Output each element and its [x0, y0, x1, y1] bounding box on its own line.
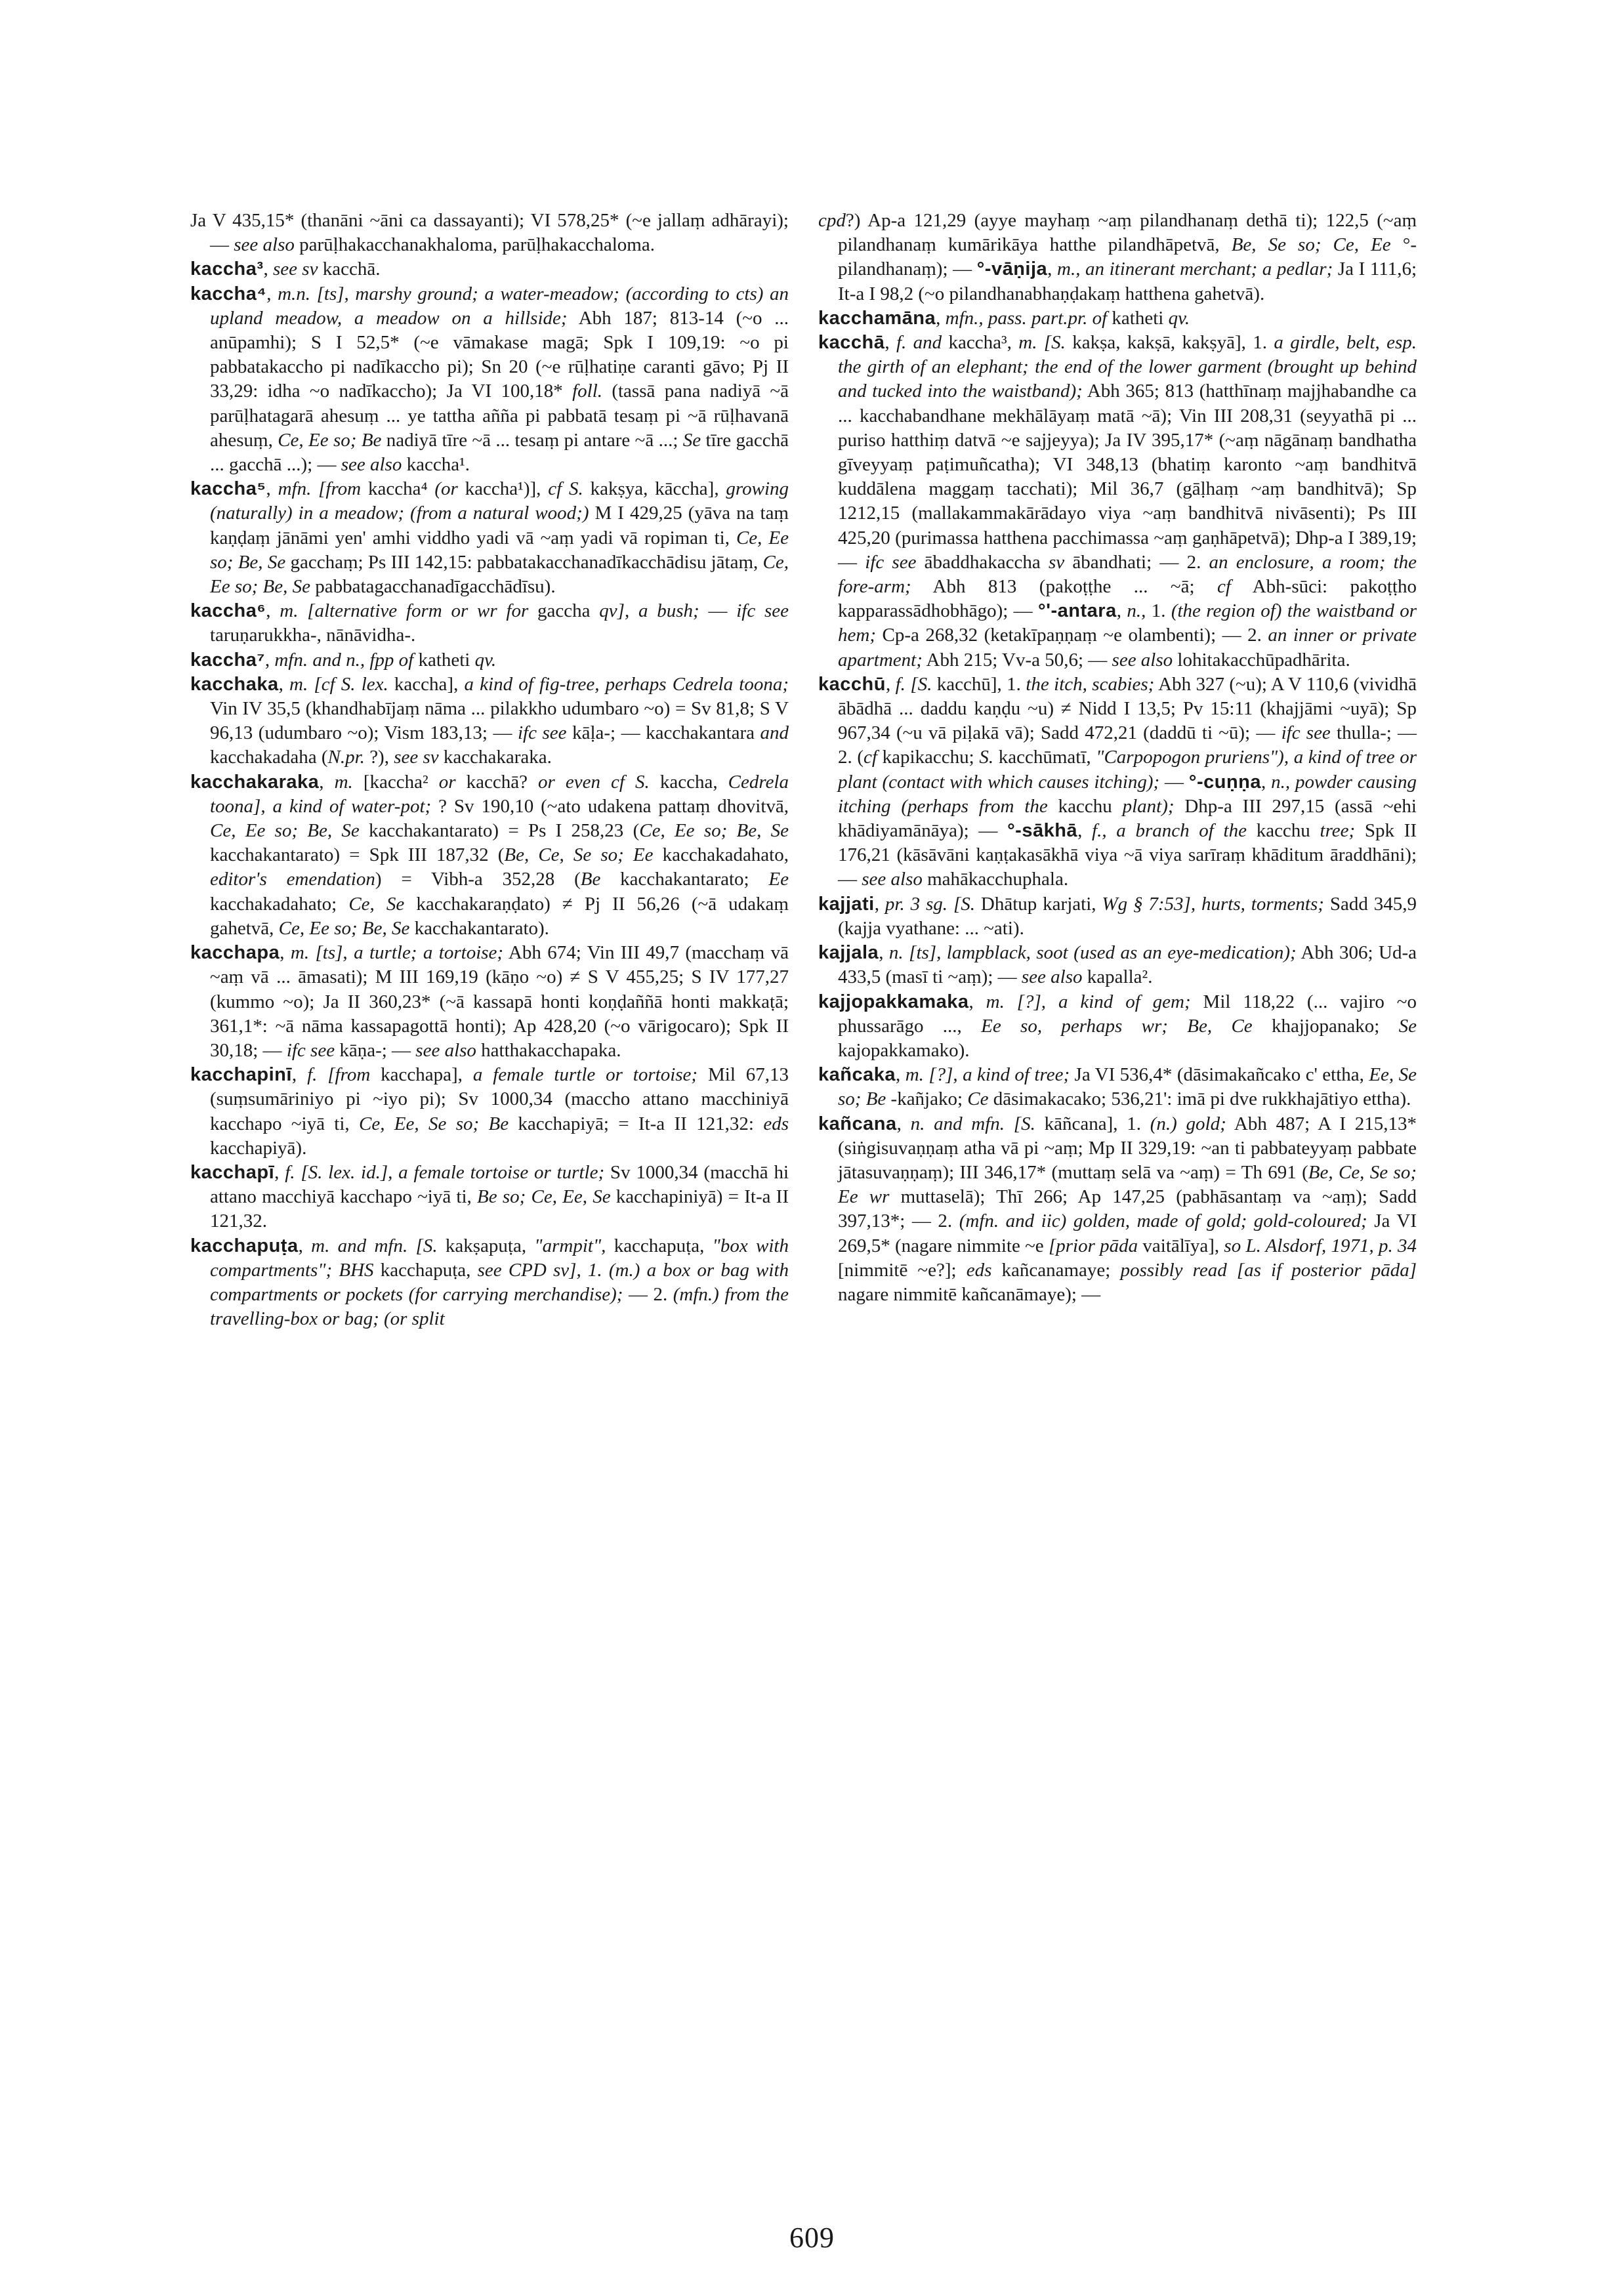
dictionary-entry — [190, 770, 789, 941]
entry-text: Abh 306; Ud-a 433,5 (masī ti ~aṃ); — — [838, 942, 1417, 988]
entry-text: kacchapiyā). — [210, 1137, 307, 1159]
entry-text: Ja VI 536,4* (dāsimakañcako c' ettha, — [1070, 1064, 1369, 1086]
entry-text: Cp-a 268,32 (ketakīpaṇṇaṃ ~e olambenti); — 2. — [875, 625, 1268, 646]
entry-text: tīre gacchā ... gacchā ...); — — [210, 429, 789, 476]
dictionary-entry — [190, 1234, 789, 1332]
entry-italic-text: the itch, scabies; — [1026, 673, 1155, 695]
entry-text: kakṣa, kakṣā, kakṣyā], 1. — [1065, 332, 1274, 354]
entry-text: , — [885, 673, 896, 695]
dictionary-entry — [818, 306, 1417, 331]
entry-text: kapalla². — [1082, 966, 1153, 988]
entry-text: kañcanamaye; — [991, 1259, 1121, 1281]
entry-italic-text: cf — [1217, 576, 1231, 598]
entry-text: nagare nimmitē kañcanāmaye); — — [838, 1283, 1101, 1305]
entry-italic-text: (or — [434, 478, 458, 500]
entry-text: , — [1047, 258, 1057, 280]
entry-text: — 2. — [623, 1283, 673, 1305]
entry-italic-text: f. [from — [307, 1064, 371, 1086]
entry-headword: °-cuṇṇa — [1188, 771, 1262, 793]
entry-italic-text: n. [ts], lampblack, soot (used as an eye-medication); — [888, 942, 1297, 964]
entry-text: kakṣya, kāccha], — [583, 478, 726, 500]
entry-text: kacchakadahato, — [653, 844, 789, 866]
entry-headword: kaccha⁶ — [190, 600, 266, 622]
dictionary-entry — [818, 331, 1417, 672]
entry-text: kacchapuṭa, — [373, 1259, 478, 1281]
entry-italic-text: a female turtle or tortoise; — [472, 1064, 698, 1086]
entry-text: , — [874, 893, 885, 915]
entry-italic-text: Be, Ce, Se so; Ee wr — [838, 1161, 1417, 1208]
entry-italic-text: Ce, Ee so; Be, Se — [278, 917, 410, 939]
entry-text: , — [879, 942, 889, 964]
entry-italic-text: (mfn.) from the travelling-box or bag; (or split — [210, 1283, 789, 1330]
entry-text: -kañjako; — [886, 1088, 968, 1110]
entry-headword: kajjala — [818, 942, 879, 964]
entry-italic-text: n. and mfn. [S. — [910, 1113, 1035, 1134]
entry-text: taruṇarukkha-, nānāvidha-. — [210, 625, 416, 646]
entry-italic-text: m. [cf S. lex. — [289, 673, 388, 695]
entry-italic-text: cf S. — [548, 478, 583, 500]
entry-text: muttaselā); Thī 266; Ap 147,25 (pabhāsantaṃ va ~aṃ); Sadd 397,13*; — 2. — [838, 1186, 1417, 1232]
entry-italic-text: cf — [864, 747, 877, 768]
entry-text: , — [896, 1113, 911, 1134]
entry-text: , — [968, 991, 986, 1012]
entry-italic-text: m. — [334, 771, 353, 793]
entry-text: Sv 1000,34 (macchā hi attano macchiyā kacchapo ~iyā ti, — [210, 1161, 789, 1208]
dictionary-entry — [818, 1063, 1417, 1111]
entry-text: , — [264, 649, 275, 671]
entry-headword: kacchamāna — [818, 307, 936, 329]
entry-italic-text: (n.) gold; — [1150, 1113, 1226, 1134]
entry-italic-text: Ce, Ee so; Be, Se — [210, 820, 360, 842]
entry-text: kāṇa-; — — [335, 1039, 416, 1061]
entry-italic-text: Ee — [768, 869, 789, 890]
entry-italic-text: see also — [1112, 649, 1173, 671]
entry-text: dāsimakacako; 536,21': imā pi dve rukkhajātiyo ettha). — [988, 1088, 1411, 1110]
entry-text: , — [266, 283, 278, 304]
entry-text: Ja V 435,15* (thanāni ~āni ca dassayanti); VI 578,25* (~e jallaṃ adhārayi); — — [190, 210, 789, 256]
entry-italic-text: n., — [1127, 600, 1146, 622]
entry-italic-text: Be — [580, 869, 601, 890]
entry-italic-text: Ce, Ee so; Be, Se — [210, 551, 789, 598]
entry-text: parūḷhakacchanakhaloma, parūḷhakacchaloma. — [294, 234, 655, 256]
entry-text: thulla-; — 2. ( — [838, 722, 1417, 768]
entry-text: Dhp-a III 297,15 (assā ~ehi khādiyamānāya); — — [838, 795, 1417, 842]
entry-text: kacchakaraka. — [438, 747, 552, 768]
entry-text: khajjopanako; — [1252, 1015, 1399, 1037]
entry-text: mahākacchuphala. — [922, 869, 1069, 890]
entry-italic-text: mfn. and n., fpp of — [274, 649, 414, 671]
entry-italic-text: see also — [1021, 966, 1083, 988]
entry-italic-text: ifc see — [286, 1039, 335, 1061]
entry-headword: kacchapa — [190, 942, 280, 964]
entry-headword: kaccha³ — [190, 258, 264, 280]
entry-text: kaccha¹)], — [457, 478, 549, 500]
entry-headword: kajjati — [818, 893, 875, 915]
dictionary-entry — [190, 672, 789, 770]
entry-headword: kañcana — [818, 1113, 897, 1134]
entry-italic-text: a girdle, belt, esp. the girth of an elephant; the end of the lower garment (brought up behind and tucked into the waistband); — [838, 332, 1417, 402]
entry-text: kacchūmatī, — [993, 747, 1096, 768]
entry-text: Ja I 111,6; It-a I 98,2 (~o pilandhanabhaṇḍakaṃ hatthena gahetvā). — [838, 258, 1417, 304]
entry-italic-text: ifc see — [865, 551, 917, 573]
entry-italic-text: m. and mfn. [S. — [311, 1235, 438, 1256]
entry-text: gacchaṃ; Ps III 142,15: pabbatakacchanadīkacchādisu jātaṃ, — [285, 551, 763, 573]
entry-text: kacchu — [1047, 795, 1123, 817]
entry-italic-text: foll. — [572, 381, 602, 402]
entry-text: kapikacchu; — [877, 747, 980, 768]
entry-italic-text: see also — [862, 869, 923, 890]
entry-italic-text: a kind of fig-tree, perhaps Cedrela toona; — [464, 673, 789, 695]
entry-text: °-pilandhanaṃ); — — [838, 234, 1417, 280]
entry-headword: kaccha⁵ — [190, 478, 266, 500]
entry-text: , — [885, 332, 896, 354]
entry-text: kacchakaraṇḍato) ≠ Pj II 56,26 (~ā udakaṃ gahetvā, — [210, 893, 789, 939]
entry-italic-text: (the region of) the waistband or hem; — [838, 600, 1417, 646]
entry-text: kacchakantarato) = Ps I 258,23 ( — [359, 820, 640, 842]
entry-italic-text: tree; — [1320, 820, 1356, 842]
entry-italic-text: m. [ts], a turtle; a tortoise; — [290, 942, 504, 964]
entry-headword: kacchapinī — [190, 1064, 292, 1086]
entry-text: ?) Ap-a 121,29 (ayye mayhaṃ ~aṃ pilandhanaṃ dethā ti); 122,5 (~aṃ pilandhanaṃ kumārikāya hatthe pilandhāpetvā, — [838, 210, 1417, 256]
entry-text: Abh 215; Vv-a 50,6; — — [922, 649, 1112, 671]
entry-text: Vin IV 35,5 (khandhabījaṃ nāma ... pilakkho udumbaro ~o) = Sv 81,8; S V 96,13 (udumbaro ~o); Vism 183,13; — — [210, 698, 789, 744]
entry-text: kacchā? — [455, 771, 539, 793]
entry-text: Mil 118,22 (... vajiro ~o phussarāgo ..., — [838, 991, 1417, 1037]
entry-text: , — [263, 258, 274, 280]
entry-italic-text: editor's emendation — [210, 869, 375, 890]
entry-headword: °-sākhā — [1007, 820, 1078, 842]
entry-italic-text: m. [alternative form or wr for — [280, 600, 529, 622]
entry-italic-text: cpd — [818, 210, 846, 231]
entry-italic-text: an enclosure, a room; the fore-arm; — [838, 551, 1417, 598]
entry-headword: °'-antara — [1038, 600, 1117, 622]
entry-italic-text: Ce, Ee so; Be, Se — [639, 820, 789, 842]
entry-text: , — [274, 1161, 285, 1183]
entry-text: kaccha⁴ — [361, 478, 435, 500]
entry-italic-text: Ee so, perhaps wr; Be, Ce — [981, 1015, 1253, 1037]
entry-italic-text: ifc see — [1281, 722, 1331, 744]
entry-text: ) = Vibh-a 352,28 ( — [375, 869, 581, 890]
entry-italic-text: see also — [341, 454, 402, 476]
entry-text: , — [291, 1064, 308, 1086]
entry-text: — — [1159, 771, 1189, 793]
entry-text: kāñcana], 1. — [1035, 1113, 1150, 1134]
entry-headword: kaccha⁴ — [190, 283, 267, 304]
entry-text: kacchapiyā; = It-a II 121,32: — [509, 1113, 764, 1134]
entry-text: kacchapiniyā) = It-a II 121,32. — [210, 1186, 789, 1232]
entry-text: Abh 327 (~u); A V 110,6 (vividhā ābādhā ... daddu kaṇḍu ~u) ≠ Nidd I 13,5; Pv 15:11 (khajjāmi ~uyā); Sp 967,34 (~u vā piḷakā vā); Sadd 472,21 (daddū ti ~ū); — — [838, 673, 1417, 744]
entry-text: kaccha], — [388, 673, 465, 695]
entry-text: kacchu — [1247, 820, 1320, 842]
entry-italic-text: Wg § 7:53], hurts, torments; — [1102, 893, 1324, 915]
entry-text: Abh 187; 813-14 (~o ... anūpamhi); S I 52,5* (~e vāmakase magā; Spk I 109,19: ~o pi pabbatakaccho pi nadīkaccho pi); Sn 20 (~e rūḷhatiṇe caranti gāvo; Pj II 33,29: idha ~o nadīkaccho); Ja VI 100,18* — [210, 307, 789, 402]
entry-italic-text: m. [?], a kind of gem; — [986, 991, 1191, 1012]
entry-italic-text: Ee, Se so; Be — [838, 1064, 1417, 1110]
entry-italic-text: Ce, Ee so; Be — [278, 429, 382, 451]
entry-italic-text: Be so; Ce, Ee, Se — [477, 1186, 611, 1208]
dictionary-entry — [190, 209, 789, 257]
entry-text: , — [319, 771, 335, 793]
entry-text: , — [896, 1064, 906, 1086]
entry-text: , — [266, 600, 280, 622]
entry-italic-text: m. [S. — [1018, 332, 1066, 354]
entry-text: kacchapuṭa, — [606, 1235, 713, 1256]
entry-italic-text: ifc see — [736, 600, 789, 622]
entry-text: , — [298, 1235, 312, 1256]
entry-italic-text: mfn. [from — [278, 478, 362, 500]
entry-headword: kacchā — [818, 332, 885, 354]
entry-italic-text: Se — [682, 429, 701, 451]
entry-text: Abh 487; A I 215,13* (siṅgisuvaṇṇaṃ atha vā pi ~aṃ; Mp II 329,19: ~an ti pabbateyyaṃ pabbate jātasuvaṇṇaṃ); III 346,17* (muttaṃ selā va ~aṃ) = Th 691 ( — [838, 1113, 1417, 1183]
dictionary-entry — [190, 648, 789, 672]
dictionary-entry — [190, 1063, 789, 1161]
entry-text: , — [1261, 771, 1272, 793]
entry-text: Mil 67,13 (suṃsumāriniyo pi ~iyo pi); Sv 1000,34 (maccho attano macchiniyā kacchapo ~iyā ti, — [210, 1064, 789, 1134]
entry-italic-text: f. and — [896, 332, 942, 354]
entry-italic-text: N.pr. — [327, 747, 365, 768]
entry-italic-text: an inner or private apartment; — [838, 625, 1417, 671]
entry-italic-text: "armpit", — [534, 1235, 606, 1256]
entry-text: , — [278, 673, 290, 695]
entry-italic-text: growing (naturally) in a meadow; (from a natural wood;) — [210, 478, 789, 524]
entry-italic-text: or — [438, 771, 456, 793]
entry-italic-text: ifc see — [517, 722, 567, 744]
entry-text: kacchū], 1. — [932, 673, 1026, 695]
entry-text: , — [1116, 600, 1127, 622]
entry-text: [kaccha² — [352, 771, 439, 793]
entry-italic-text: and — [760, 722, 789, 744]
dictionary-entry — [190, 1161, 789, 1234]
entry-italic-text: Be, Ce, Se so; Ee — [504, 844, 654, 866]
entry-headword: kacchaka — [190, 673, 279, 695]
entry-text: , — [266, 478, 278, 500]
entry-italic-text: sv — [1048, 551, 1065, 573]
entry-italic-text: S. — [979, 747, 994, 768]
entry-text: lohitakacchūpadhārita. — [1173, 649, 1350, 671]
entry-italic-text: Ce, Ee, Se so; Be — [359, 1113, 509, 1134]
entry-italic-text: qv. — [474, 649, 497, 671]
entry-italic-text: see sv — [394, 747, 439, 768]
entry-text: nadiyā tīre ~ā ... tesaṃ pi antare ~ā ...; — [381, 429, 683, 451]
entry-text: Abh 813 (pakoṭṭhe ... ~ā; — [911, 576, 1217, 598]
entry-italic-text: see also — [415, 1039, 476, 1061]
dictionary-entry — [818, 209, 1417, 306]
right-column — [818, 209, 1417, 1307]
dictionary-entry — [818, 892, 1417, 941]
entry-headword: kacchakaraka — [190, 771, 320, 793]
entry-headword: °-vāṇija — [976, 258, 1048, 280]
entry-italic-text: Ce, Ee so; Be, Se — [210, 527, 789, 573]
entry-text: kaccha¹. — [402, 454, 470, 476]
entry-italic-text: f. [S. lex. id.], a female tortoise or turtle; — [285, 1161, 605, 1183]
entry-text: Dhātup karjati, — [975, 893, 1102, 915]
entry-text: Ja VI 269,5* (nagare nimmite ~e — [838, 1210, 1417, 1256]
entry-italic-text: see CPD sv], 1. (m.) a box or bag with compartments or pockets (for carrying merchandise); — [210, 1259, 789, 1305]
entry-text: kaccha³, — [942, 332, 1019, 354]
entry-headword: kajjopakkamaka — [818, 991, 969, 1012]
entry-headword: kañcaka — [818, 1064, 896, 1086]
dictionary-entry — [190, 257, 789, 281]
dictionary-entry — [190, 477, 789, 599]
entry-headword: kacchū — [818, 673, 886, 695]
entry-italic-text: qv], a bush; — [599, 600, 699, 622]
dictionary-entry — [190, 599, 789, 648]
entry-text: pabbatagacchanadīgacchādīsu). — [310, 576, 556, 598]
entry-text: kakṣapuṭa, — [437, 1235, 535, 1256]
entry-italic-text: Ce — [967, 1088, 989, 1110]
entry-text: 1. — [1146, 600, 1171, 622]
entry-text: ābandhati; — 2. — [1064, 551, 1209, 573]
entry-text: kacchakantarato) = Spk III 187,32 ( — [210, 844, 505, 866]
entry-text: kaccha, — [649, 771, 728, 793]
entry-text: gaccha — [528, 600, 600, 622]
entry-italic-text: f., a branch of the — [1092, 820, 1247, 842]
entry-italic-text: mfn., pass. part.pr. of — [945, 307, 1108, 329]
entry-headword: kacchapī — [190, 1161, 275, 1183]
entry-italic-text: [prior pāda — [1048, 1235, 1138, 1256]
entry-text: Spk II 176,21 (kāsāvāni kaṇṭakasākhā viya ~ā viya sarīraṃ khāditum āraddhāni); — — [838, 820, 1417, 890]
entry-italic-text: eds — [966, 1259, 992, 1281]
entry-text: vaitālīya], — [1138, 1235, 1224, 1256]
entry-text: M I 429,25 (yāva na taṃ kaṇḍaṃ jānāmi yen' amhi viddho yadi vā ~aṃ yadi vā ropiman ti, — [210, 503, 789, 548]
dictionary-entry — [818, 941, 1417, 989]
entry-text: , — [280, 942, 291, 964]
entry-italic-text: so L. Alsdorf, 1971, p. 34 — [1224, 1235, 1417, 1256]
dictionary-entry — [818, 672, 1417, 892]
entry-italic-text: qv. — [1168, 307, 1190, 329]
entry-italic-text: m., an itinerant merchant; a pedlar; — [1057, 258, 1333, 280]
entry-italic-text: m.n. [ts], marshy ground; a water-meadow; (according to cts) an upland meadow, a meadow on a hillside; — [210, 283, 789, 329]
entry-italic-text: pr. 3 sg. [S. — [885, 893, 975, 915]
dictionary-entry — [818, 990, 1417, 1064]
entry-text: hatthakacchapaka. — [476, 1039, 621, 1061]
entry-italic-text: Se — [1398, 1015, 1417, 1037]
entry-italic-text: eds — [763, 1113, 789, 1134]
entry-italic-text: see sv — [273, 258, 318, 280]
entry-text: — — [699, 600, 737, 622]
entry-italic-text: Be, Se so; Ce, Ee — [1231, 234, 1391, 256]
page-number: 609 — [789, 2222, 835, 2254]
entry-text: katheti — [413, 649, 475, 671]
entry-text: Abh 674; Vin III 49,7 (macchaṃ vā ~aṃ vā ... āmasati); M III 169,19 (kāṇo ~o) ≠ S V 455,25; S IV 177,27 (kummo ~o); Ja II 360,23* (~ā kassapā honti koṇḍaññā honti makkaṭā; 361,1*: ~ā nāma kassapagottā honti); Ap 428,20 (~o vārigocaro); Spk II 30,18; — — [210, 942, 789, 1061]
entry-italic-text: "Carpopogon pruriens"), a kind of tree or plant (contact with which causes itching); — [838, 747, 1417, 793]
entry-text: kacchā. — [318, 258, 381, 280]
entry-text: , — [1077, 820, 1093, 842]
left-column — [190, 209, 789, 1331]
entry-italic-text: (mfn. and iic) golden, made of gold; gold-coloured; — [959, 1210, 1367, 1232]
entry-text: kāḷa-; — kacchakantara — [566, 722, 760, 744]
entry-headword: kacchapuṭa — [190, 1235, 299, 1256]
entry-italic-text: possibly read [as if posterior pāda] — [1120, 1259, 1417, 1281]
entry-text: kajopakkamako). — [838, 1039, 970, 1061]
dictionary-entry — [190, 941, 789, 1063]
entry-text: ? Sv 190,10 (~ato udakena pattaṃ dhovitvā, — [431, 795, 789, 817]
entry-italic-text: Cedrela toona], a kind of water-pot; — [210, 771, 789, 817]
entry-text: kacchakantarato). — [409, 917, 549, 939]
entry-headword: kaccha⁷ — [190, 649, 265, 671]
entry-italic-text: m. [?], a kind of tree; — [905, 1064, 1070, 1086]
entry-text: (tassā pana nadiyā ~ā parūḷhatagarā ahesuṃ ... ye tattha añña pi pabbatā tesaṃ pi ~ā rūḷhavanā ahesuṃ, — [210, 381, 789, 451]
entry-text: katheti — [1107, 307, 1169, 329]
entry-italic-text: see also — [234, 234, 295, 256]
entry-text: Abh-sūci: pakoṭṭho kapparassādhobhāgo); — — [838, 576, 1417, 622]
entry-text: kacchapa], — [370, 1064, 473, 1086]
dictionary-entry — [190, 282, 789, 478]
entry-italic-text: "box with compartments"; BHS — [210, 1235, 789, 1281]
entry-text: kacchakantarato; — [600, 869, 769, 890]
entry-italic-text: plant); — [1122, 795, 1175, 817]
dictionary-entry — [818, 1112, 1417, 1308]
entry-text: kacchakadahato; — [210, 893, 349, 915]
entry-text: ?), — [364, 747, 394, 768]
entry-italic-text: or even cf S. — [538, 771, 650, 793]
entry-italic-text: Ce, Se — [348, 893, 405, 915]
entry-italic-text: n., powder causing itching (perhaps from the — [838, 771, 1417, 817]
entry-text: [nimmitē ~e?]; — [838, 1259, 967, 1281]
entry-text: Sadd 345,9 (kajja vyathane: ... ~ati). — [838, 893, 1417, 939]
entry-text: Abh 365; 813 (hatthīnaṃ majjhabandhe ca ... kacchabandhane mekhālāyaṃ matā ~ā); Vin III 208,31 (seyyathā pi ... puriso hatthiṃ datvā ~e sajjeyya); Ja IV 395,17* (~aṃ nāgānaṃ bandhatha gīveyyaṃ paṭimuñcatha); VI 348,13 (bhatiṃ karonto ~aṃ bandhitvā kuddālena maggaṃ tacchati); Mil 36,7 (gāḷhaṃ ~aṃ bandhitvā); Sp 1212,15 (mallakammakārādayo viya ~aṃ bandhitvā nivāsenti); Ps III 425,20 (purimassa hatthena pacchimassa ~aṃ gaṇhāpetvā); Dhp-a I 389,19; — — [838, 381, 1417, 573]
entry-text: ābaddhakaccha — [916, 551, 1049, 573]
entry-text: , — [936, 307, 946, 329]
entry-text: kacchakadaha ( — [210, 747, 328, 768]
entry-italic-text: f. [S. — [895, 673, 932, 695]
